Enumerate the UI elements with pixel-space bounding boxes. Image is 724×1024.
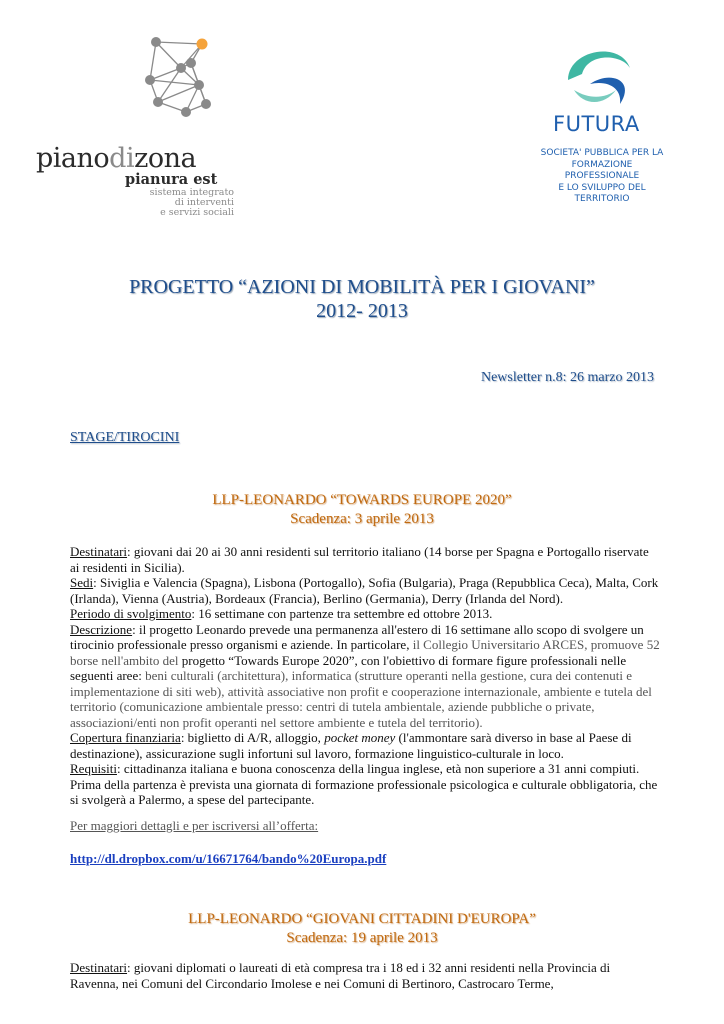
logo-left-subtitle: pianura est [125,171,218,188]
project-years: 2012- 2013 [316,300,408,322]
item2-heading: LLP-LEONARDO “GIOVANI CITTADINI D'EUROPA” [188,911,536,927]
item1-heading: LLP-LEONARDO “TOWARDS EUROPE 2020” [212,492,512,508]
item2-dest-text: : giovani diplomati o laureati di età compresa tra i 18 ed i 32 anni residenti nella Provincia di Ravenna, nei Comuni del Circondario Imolese e nei Comuni di Bertinoro, Castrocaro Terme, [70,960,611,991]
logo-right-tagline: SOCIETA' PUBBLICA PER LA FORMAZIONE PROFESSIONALE E LO SVILUPPO DEL TERRITORIO [540,148,664,204]
sedi-text: : Siviglia e Valencia (Spagna), Lisbona (Portogallo), Sofia (Bulgaria), Praga (Repubblica Ceca), Malta, Cork (Irlanda), Vienna (Austria), Bordeaux (Francia), Berlino (Germania), Derry (Irlanda del Nord). [70,575,659,606]
newsletter-label: Newsletter n.8: 26 marzo 2013 [480,370,654,385]
logo-left-name: pianodizona [36,143,197,174]
item2-body [70,960,660,991]
periodo-text: : 16 settimane con partenze tra settembre ed ottobre 2013. [191,606,493,621]
descr-text-b: progetto “Towards Europe 2020”, con l'obiettivo di formare figure professionali nelle seguenti aree: [70,652,627,683]
futura-logo [515,40,675,204]
network-icon [136,30,256,130]
cop-text-b: (l'ammontare sarà diverso in base al Paese di destinazione), assicurazione sugli infortuni sul lavoro, formazione linguistico-culturale in loco. [70,730,632,761]
descr-text-a: : il progetto Leonardo prevede una permanenza all'estero di 16 settimane allo scopo di svolgere un tirocinio professionale presso organismi e aziende. In particolare, [70,621,644,652]
req-text: : cittadinanza italiana e buona conoscenza della lingua inglese, età non superiore a 31 anni compiuti. Prima della partenza è prevista una giornata di formazione professionale psicologica e culturale obbligatoria, che si svolgerà a Palermo, a spese del partecipante. [70,761,658,807]
project-title: PROGETTO “AZIONI DI MOBILITÀ PER I GIOVANI” [129,276,595,298]
descr-text-grey2: beni culturali (architettura), informatica (strutture operanti nella gestione, cura dei contenuti e implementazione di siti web), attività associative non profit e cooperazione internazionale, ambiente e tutela del territorio (comunicazione ambientale presso: centri di tutela ambientale, aziende pubbliche o private, associazioni/enti non profit operanti nel settore ambiente e tutela del territorio). [70,668,652,730]
item1-deadline: Scadenza: 3 aprile 2013 [290,511,434,527]
periodo-label: Periodo di svolgimento [70,606,192,621]
descr-label: Descrizione [70,621,133,637]
logo-left-tagline: sistema integrato di interventi e servizi sociali [149,187,234,218]
more-info: Per maggiori dettagli e per iscriversi all’offerta: [70,817,319,833]
req-label: Requisiti [70,761,117,776]
dest-label: Destinatari [70,544,128,559]
cop-label: Copertura finanziaria [70,730,181,745]
item2-deadline: Scadenza: 19 aprile 2013 [286,930,438,946]
pianodizona-logo [36,30,236,218]
descr-text-grey1: il Collegio Universitario ARCES, promuove 52 borse nell'ambito del [70,637,660,668]
cop-text-a: : biglietto di A/R, alloggio, [180,730,325,745]
sedi-label: Sedi [70,575,94,590]
section-heading-stage[interactable]: STAGE/TIROCINI [70,430,180,445]
logo-right-name: FUTURA [553,112,640,136]
cop-italic: pocket money [324,730,396,745]
item1-body [70,544,660,833]
item2-dest-label: Destinatari [70,960,128,975]
dest-text: : giovani dai 20 ai 30 anni residenti sul territorio italiano (14 borse per Spagna e Portogallo riservate ai residenti in Sicilia). [70,544,649,575]
swirl-icon [560,40,640,110]
offer-link[interactable]: http://dl.dropbox.com/u/16671764/bando%20Europa.pdf [70,851,387,866]
